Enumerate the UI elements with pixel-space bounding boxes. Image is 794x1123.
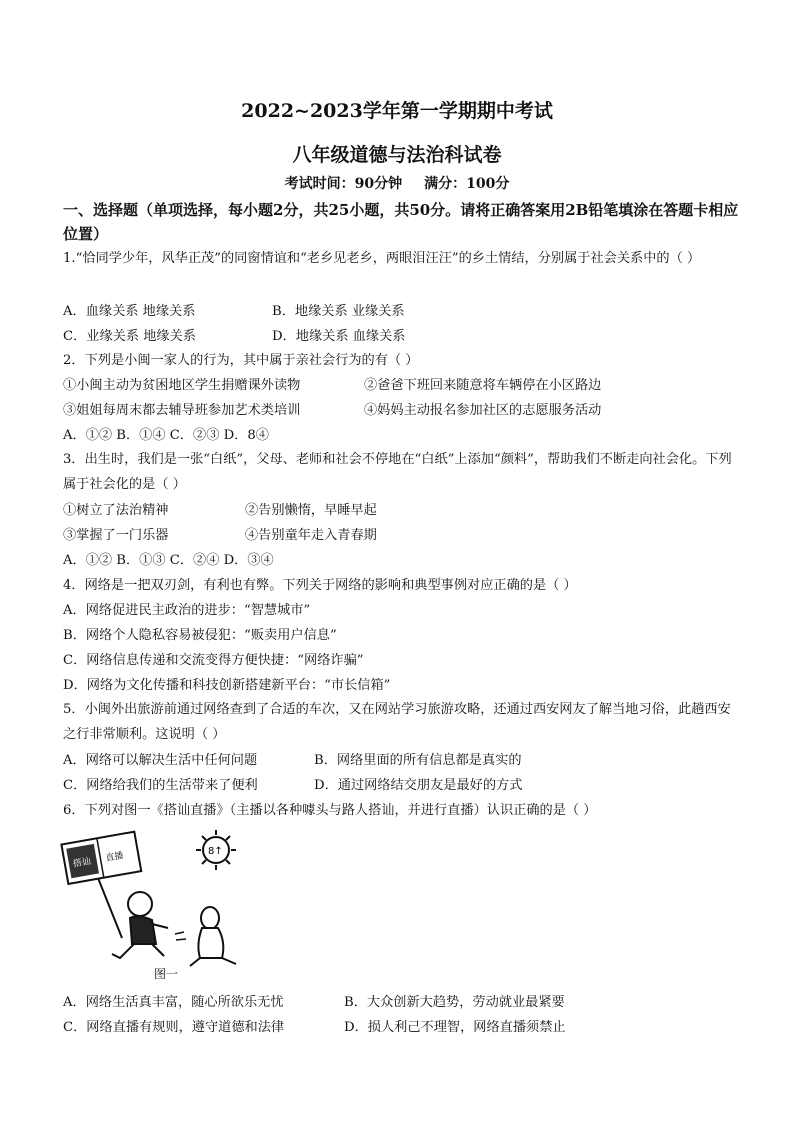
q1-option-b: B．地缘关系 业缘关系 [272,304,405,319]
q1-option-a: A．血缘关系 地缘关系 [63,304,196,319]
q3-item-1: ①树立了法治精神 [63,503,169,518]
q1-option-d: D．地缘关系 血缘关系 [272,329,406,344]
q6-option-c: C．网络直播有规则，遵守道德和法律 [63,1020,285,1035]
q3-item-2: ②告别懒惰，早睡早起 [245,503,377,518]
q4-stem: 4．网络是一把双刃剑，有利也有弊。下列关于网络的影响和典型事例对应正确的是（ ） [63,578,577,593]
sun-label: 8↑ [208,846,223,857]
exam-info [0,173,794,193]
sign-text-right: 直播 [104,851,125,864]
q2-options: A．①② B．①④ C．②③ D．8④ [63,428,269,443]
sign-text-left: 搭讪 [72,856,92,870]
q2-stem: 2．下列是小闽一家人的行为，其中属于亲社会行为的有（ ） [63,353,419,368]
section-heading: 一、选择题（单项选择，每小题2分，共25小题，共50分。请将正确答案用2B铅笔填涂在答题卡相应位置） [63,201,739,243]
q5-option-a: A．网络可以解决生活中任何问题 [63,753,258,768]
q4-option-a: A．网络促进民主政治的进步：“智慧城市” [63,603,311,618]
q4-option-d: D．网络为文化传播和科技创新搭建新平台：“市长信箱” [63,678,391,693]
q3-options: A．①② B．①③ C．②④ D．③④ [63,553,274,568]
q1-stem: 1.“恰同学少年，风华正茂”的同窗情谊和“老乡见老乡，两眼泪汪汪”的乡土情结，分别属于社会关系中的（ ） [63,251,701,266]
q6-option-a: A．网络生活真丰富，随心所欲乐无忧 [63,995,284,1010]
q5-option-c: C．网络给我们的生活带来了便利 [63,778,258,793]
streamer-figure [112,892,168,958]
q4-option-b: B．网络个人隐私容易被侵犯：“贩卖用户信息” [63,628,337,643]
exam-subtitle: 八年级道德与法治科试卷 [292,144,502,166]
q6-option-b: B．大众创新大趋势，劳动就业最紧要 [344,995,565,1010]
q2-item-3: ③姐姐每周末都去辅导班参加艺术类培训 [63,403,301,418]
sun-drawing [196,830,236,870]
figure-caption: 图一 [154,967,179,981]
q6-stem: 6．下列对图一《搭讪直播》（主播以各种噱头与路人搭讪，并进行直播）认识正确的是（ ） [63,803,597,818]
q3-item-3: ③掌握了一门乐器 [63,528,169,543]
q3-stem: 3．出生时，我们是一张“白纸”，父母、老师和社会不停地在“白纸”上添加“颜料”，帮助我们不断走向社会化。下列属于社会化的是（ ） [63,452,732,492]
q6-option-d: D．损人利己不理智，网络直播须禁止 [344,1020,566,1035]
q3-item-4: ④告别童年走入青春期 [245,528,377,543]
q2-item-2: ②爸爸下班回来随意将车辆停在小区路边 [364,378,602,393]
passerby-figure [175,907,236,966]
exam-score: 满分：100分 [424,176,510,192]
sign-board [61,832,141,884]
q5-option-b: B．网络里面的所有信息都是真实的 [314,753,522,768]
q5-option-d: D．通过网络结交朋友是最好的方式 [314,778,523,793]
q5-stem: 5．小闽外出旅游前通过网络查到了合适的车次，又在网站学习旅游攻略，还通过西安网友了解当地习俗，此趟西安之行非常顺利。这说明（ ） [63,702,731,742]
sign-pole [98,878,122,938]
q1-option-c: C．业缘关系 地缘关系 [63,329,196,344]
q2-item-1: ①小闽主动为贫困地区学生捐赠课外读物 [63,378,301,393]
q4-option-c: C．网络信息传递和交流变得方便快捷：“网络诈骗” [63,653,364,668]
exam-time: 考试时间：90分钟 [284,176,403,192]
exam-title: 2022~2023学年第一学期期中考试 [241,100,553,122]
q2-item-4: ④妈妈主动报名参加社区的志愿服务活动 [364,403,602,418]
figure-livestream-cartoon [60,826,260,986]
